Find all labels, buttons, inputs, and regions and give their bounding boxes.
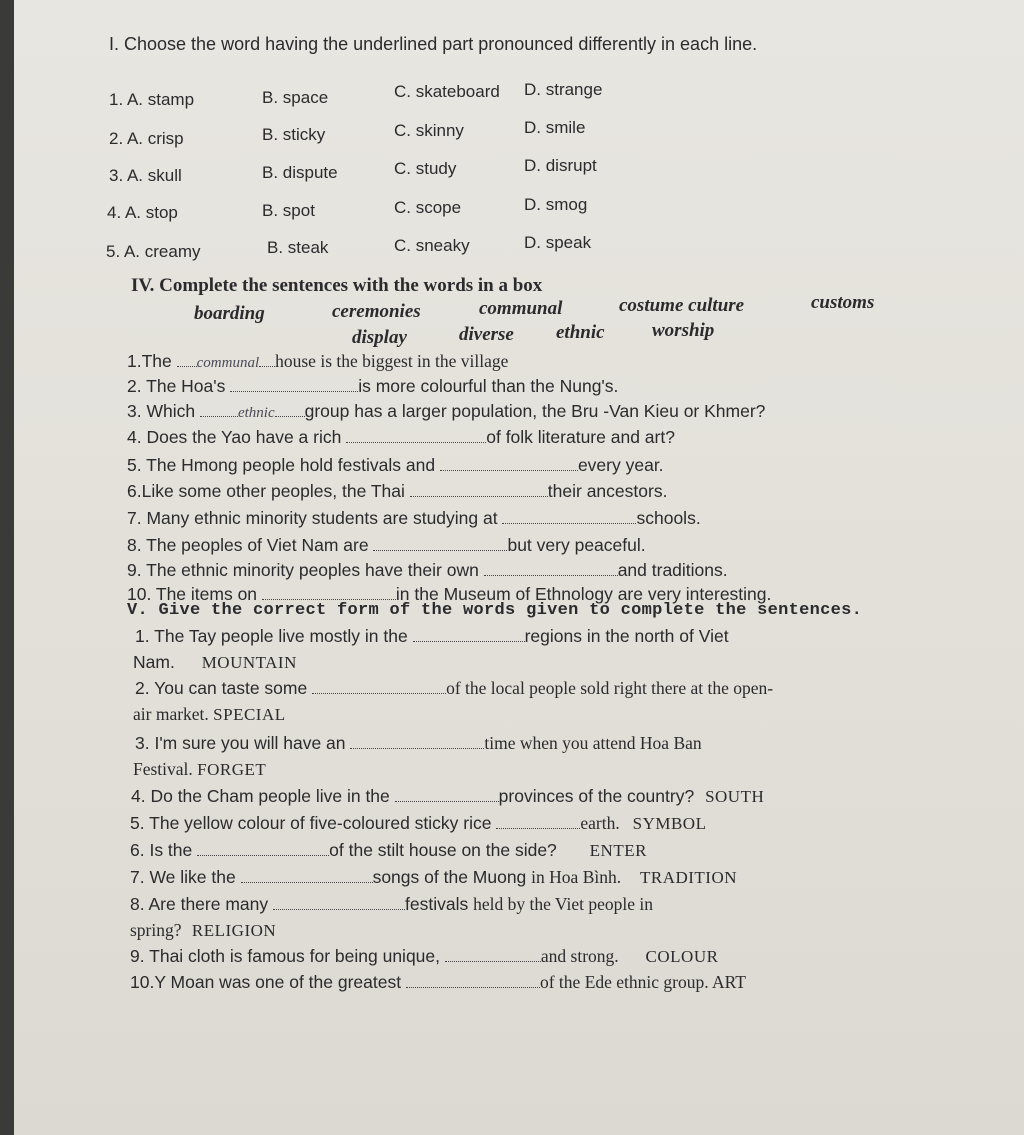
word-box-item: display — [352, 327, 407, 348]
q3-option-c: C. study — [394, 159, 457, 178]
q4-option-d: D. smog — [524, 195, 588, 214]
sentence-text: is more colourful than the Nung's. — [358, 376, 619, 396]
sentence-text: 7. We like the — [130, 867, 236, 887]
sentence-text: 5. The yellow colour of five-coloured sticky rice — [130, 813, 492, 833]
sentence-text: 6. Is the — [130, 840, 193, 860]
section-4-heading: IV. Complete the sentences with the words in a box — [131, 275, 543, 296]
keyword: SOUTH — [705, 787, 765, 806]
keyword: SPECIAL — [213, 705, 286, 724]
section-4-sentence-3 — [127, 401, 765, 422]
keyword: COLOUR — [645, 947, 719, 966]
handwritten-answer: ethnic — [237, 405, 275, 421]
section-5-sentence-8 — [130, 894, 653, 915]
q1-option-b: B. space — [262, 88, 329, 107]
word-box-item: costume culture — [619, 295, 745, 316]
sentence-text: Nam. — [133, 652, 175, 672]
sentence-text: every year. — [577, 455, 664, 475]
worksheet-page — [14, 0, 1024, 1135]
q5-option-a: 5. A. creamy — [106, 242, 201, 261]
sentence-text: 8. Are there many — [130, 894, 269, 914]
section-4-sentence-9 — [127, 560, 728, 581]
section-4-sentence-1 — [127, 351, 508, 372]
section-5-sentence-2 — [135, 678, 773, 699]
sentence-text: 8. The peoples of Viet Nam are — [127, 535, 369, 555]
sentence-text: 10. The items on — [127, 584, 258, 604]
section-5-sentence-1-cont — [133, 652, 297, 673]
sentence-text: 1.The — [127, 351, 177, 371]
sentence-text: but very peaceful. — [507, 535, 646, 555]
section-5-sentence-6 — [130, 840, 647, 861]
keyword: RELIGION — [191, 921, 277, 940]
q3-option-a: 3. A. skull — [109, 166, 182, 185]
sentence-text: of folk literature and art? — [486, 427, 675, 447]
q4-option-c: C. scope — [394, 198, 462, 217]
sentence-text: festivals — [405, 894, 469, 914]
keyword: SYMBOL — [632, 814, 707, 833]
section-5-sentence-1 — [135, 626, 729, 647]
section-5-sentence-3 — [135, 733, 702, 754]
section-5-sentence-3-cont — [133, 759, 266, 780]
q4-option-a: 4. A. stop — [107, 203, 178, 222]
word-box-item: ethnic — [556, 322, 605, 343]
sentence-text: 4. Does the Yao have a rich — [127, 427, 342, 447]
q5-option-b: B. steak — [267, 238, 329, 257]
sentence-text: in Hoa Bình. — [531, 867, 622, 887]
word-box-item: worship — [652, 320, 715, 341]
sentence-text: 10.Y Moan was one of the greatest — [130, 972, 402, 992]
sentence-text: in the Museum of Ethnology are very interesting. — [395, 584, 772, 604]
section-5-sentence-4 — [131, 786, 764, 807]
word-box-item: ceremonies — [332, 301, 421, 322]
sentence-text: spring? — [130, 920, 182, 940]
word-box-item: communal — [479, 298, 563, 319]
section-5-sentence-9 — [130, 946, 718, 967]
section-4-sentence-6 — [127, 481, 667, 502]
sentence-text: of the stilt house on the side? — [329, 840, 557, 860]
sentence-text: house is the biggest in the village — [275, 351, 509, 371]
sentence-text: of the local people sold right there at the open- — [446, 678, 774, 698]
sentence-text: earth. — [580, 813, 620, 833]
sentence-text: air market. — [133, 704, 209, 724]
sentence-text: 2. The Hoa's — [127, 376, 226, 396]
sentence-text: 3. Which — [127, 401, 196, 421]
sentence-text: 9. The ethnic minority peoples have their own — [127, 560, 479, 580]
sentence-text: provinces of the country? — [498, 786, 695, 806]
q1-option-a: 1. A. stamp — [109, 90, 195, 109]
sentence-text: 7. Many ethnic minority students are studying at — [127, 508, 498, 528]
sentence-text: 6.Like some other peoples, the Thai — [127, 481, 405, 501]
q4-option-b: B. spot — [262, 201, 315, 220]
word-box-item: boarding — [194, 303, 265, 324]
q2-option-a: 2. A. crisp — [109, 129, 184, 148]
keyword: MOUNTAIN — [201, 653, 297, 672]
sentence-text: regions in the north of Viet — [524, 626, 729, 646]
sentence-text: group has a larger population, the Bru -Van Kieu or Khmer? — [304, 401, 766, 421]
section-4-sentence-7 — [127, 508, 701, 529]
sentence-text: 3. I'm sure you will have an — [135, 733, 346, 753]
sentence-text: Festival. — [133, 759, 193, 779]
q1-option-c: C. skateboard — [394, 82, 500, 101]
q3-option-b: B. dispute — [262, 163, 338, 182]
section-4-sentence-4 — [127, 427, 675, 448]
handwritten-answer: communal — [196, 355, 260, 371]
sentence-text: 1. The Tay people live mostly in the — [135, 626, 408, 646]
sentence-text: schools. — [636, 508, 701, 528]
sentence-text: 2. You can taste some — [135, 678, 308, 698]
section-4-sentence-8 — [127, 535, 646, 556]
sentence-text: their ancestors. — [547, 481, 668, 501]
dark-edge — [0, 0, 14, 1135]
sentence-text: 5. The Hmong people hold festivals and — [127, 455, 436, 475]
sentence-text: held by the Viet people in — [473, 894, 654, 914]
q2-option-d: D. smile — [524, 118, 586, 137]
section-1-heading: I. Choose the word having the underlined part pronounced differently in each line. — [109, 34, 758, 54]
word-box-item: customs — [811, 292, 875, 313]
q2-option-b: B. sticky — [262, 125, 326, 144]
keyword: ENTER — [589, 841, 647, 860]
keyword: TRADITION — [639, 868, 738, 887]
q5-option-d: D. speak — [524, 233, 592, 252]
section-5-heading: V. Give the correct form of the words given to complete the sentences. — [127, 601, 863, 620]
section-4-sentence-5 — [127, 455, 664, 476]
q5-option-c: C. sneaky — [394, 236, 470, 255]
section-5-sentence-5 — [130, 813, 706, 834]
sentence-text: 9. Thai cloth is famous for being unique, — [130, 946, 441, 966]
word-box-item: diverse — [459, 324, 514, 345]
sentence-text: of the Ede ethnic group. ART — [539, 972, 746, 992]
section-5-sentence-10 — [130, 972, 746, 993]
sentence-text: and traditions. — [617, 560, 728, 580]
section-5-sentence-7 — [130, 867, 737, 888]
sentence-text: and strong. — [540, 946, 619, 966]
section-5-sentence-2-cont — [133, 704, 286, 725]
keyword: FORGET — [197, 760, 267, 779]
q3-option-d: D. disrupt — [524, 156, 597, 175]
q1-option-d: D. strange — [524, 80, 603, 99]
q2-option-c: C. skinny — [394, 121, 464, 140]
section-5-sentence-8-cont — [130, 920, 276, 941]
sentence-text: songs of the Muong — [372, 867, 527, 887]
section-4-sentence-2 — [127, 376, 618, 397]
sentence-text: time when you attend Hoa Ban — [484, 733, 702, 753]
sentence-text: 4. Do the Cham people live in the — [131, 786, 390, 806]
